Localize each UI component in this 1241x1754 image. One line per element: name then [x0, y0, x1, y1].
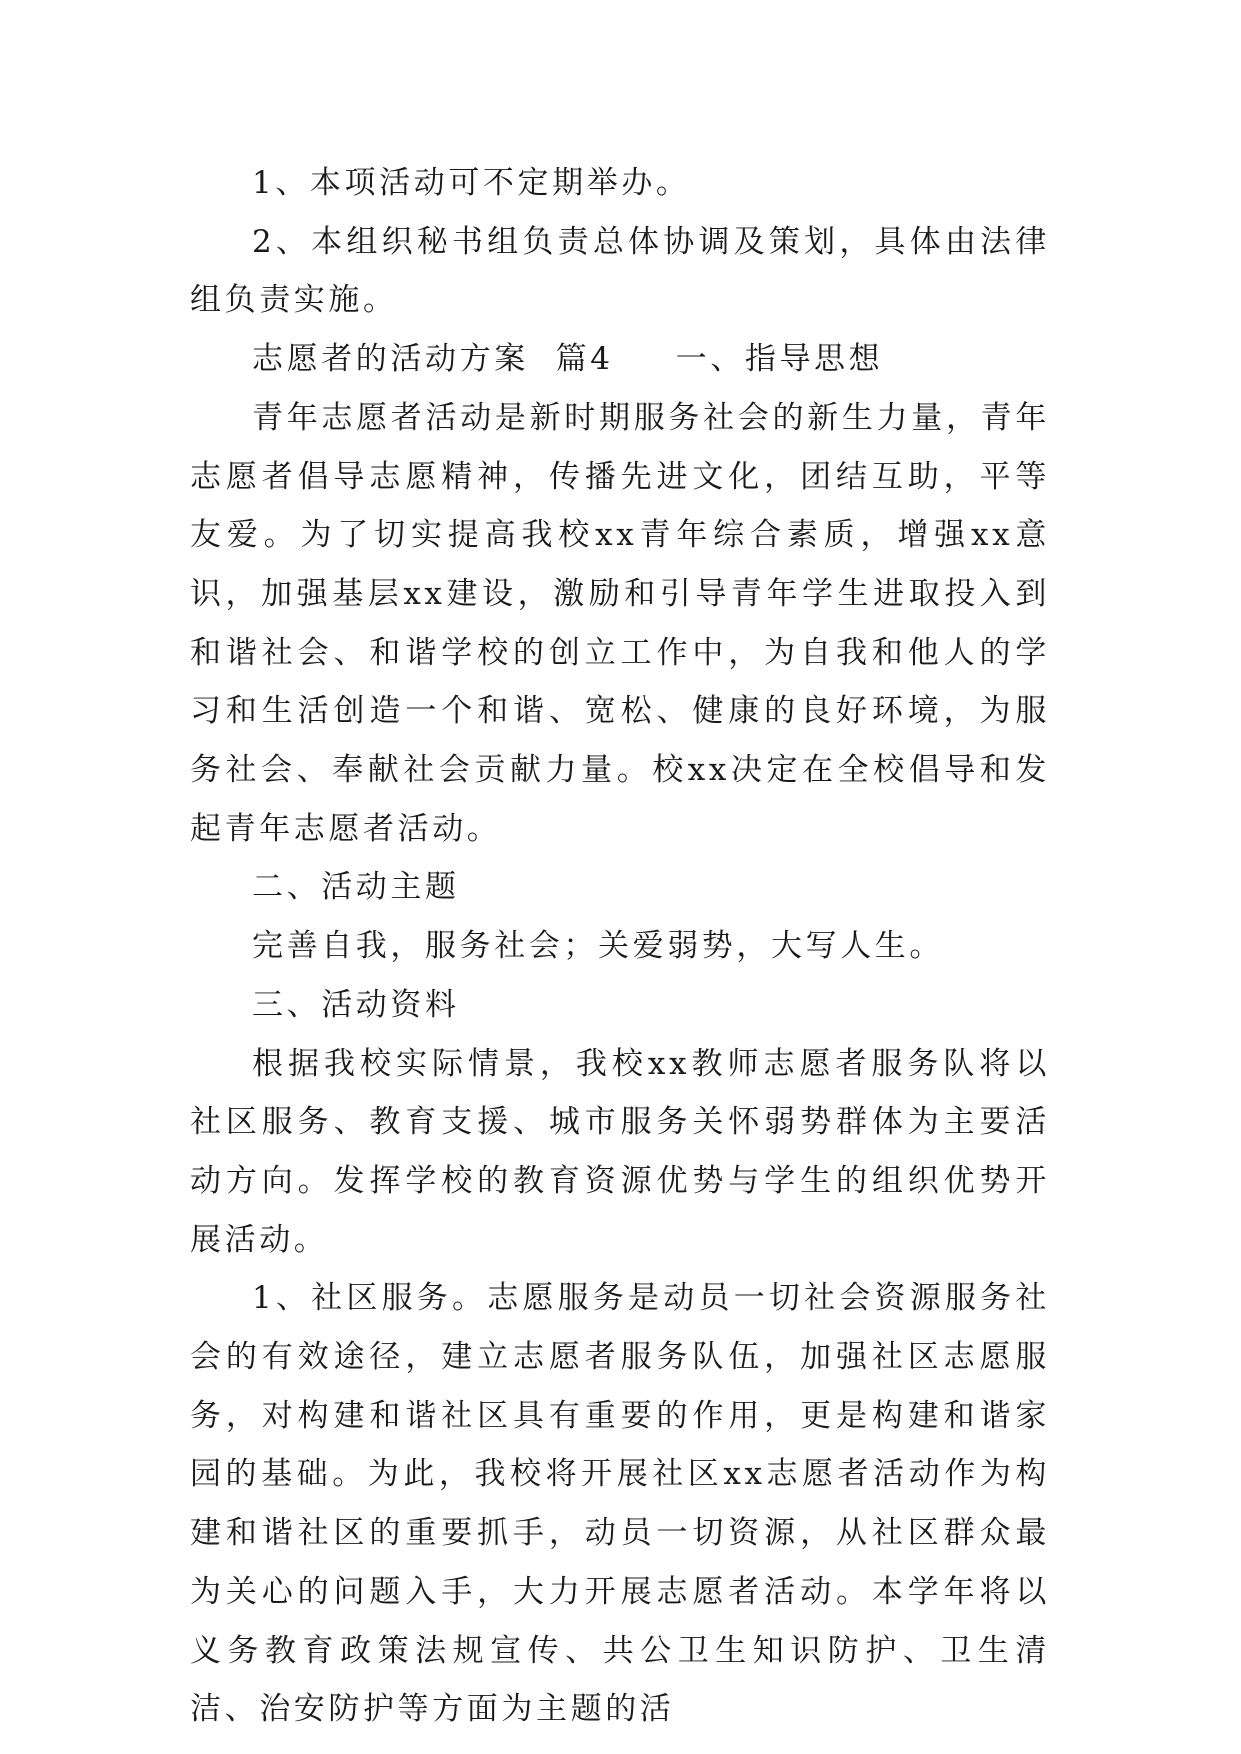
paragraph-theme: 完善自我，服务社会；关爱弱势，大写人生。 [252, 928, 944, 965]
paragraph-2: 2、本组织秘书组负责总体协调及策划，具体由法律组负责实施。 [190, 223, 1050, 319]
paragraph-guiding-ideology: 青年志愿者活动是新时期服务社会的新生力量，青年志愿者倡导志愿精神，传播先进文化，团结互助，平等友爱。为了切实提高我校xx青年综合素质，增强xx意识，加强基层xx建设，激励和引导青年学生进取投入到和谐社会、和谐学校的创立工作中，为自我和他人的学习和生活创造一个和谐、宽松、健康的良好环境，为服务社会、奉献社会贡献力量。校xx决定在全校倡导和发起青年志愿者活动。 [190, 399, 1050, 847]
paragraph-materials: 根据我校实际情景，我校xx教师志愿者服务队将以社区服务、教育支援、城市服务关怀弱势群体为主要活动方向。发挥学校的教育资源优势与学生的组织优势开展活动。 [190, 1045, 1050, 1258]
section-title: 志愿者的活动方案 篇4 [252, 341, 614, 378]
paragraph-community-service: 1、社区服务。志愿服务是动员一切社会资源服务社会的有效途径，建立志愿者服务队伍，加强社区志愿服务，对构建和谐社区具有重要的作用，更是构建和谐家园的基础。为此，我校将开展社区xx志愿者活动作为构建和谐社区的重要抓手，动员一切资源，从社区群众最为关心的问题入手，大力开展志愿者活动。本学年将以义务教育政策法规宣传、共公卫生知识防护、卫生清洁、治安防护等方面为主题的活 [190, 1280, 1050, 1728]
section-heading-materials: 三、活动资料 [252, 986, 460, 1023]
section-heading-guiding-ideology: 一、指导思想 [675, 341, 884, 378]
document-body [190, 154, 1050, 1739]
paragraph-1: 1、本项活动可不定期举办。 [252, 165, 691, 201]
section-title-line [190, 330, 1050, 389]
section-heading-theme: 二、活动主题 [252, 869, 460, 906]
